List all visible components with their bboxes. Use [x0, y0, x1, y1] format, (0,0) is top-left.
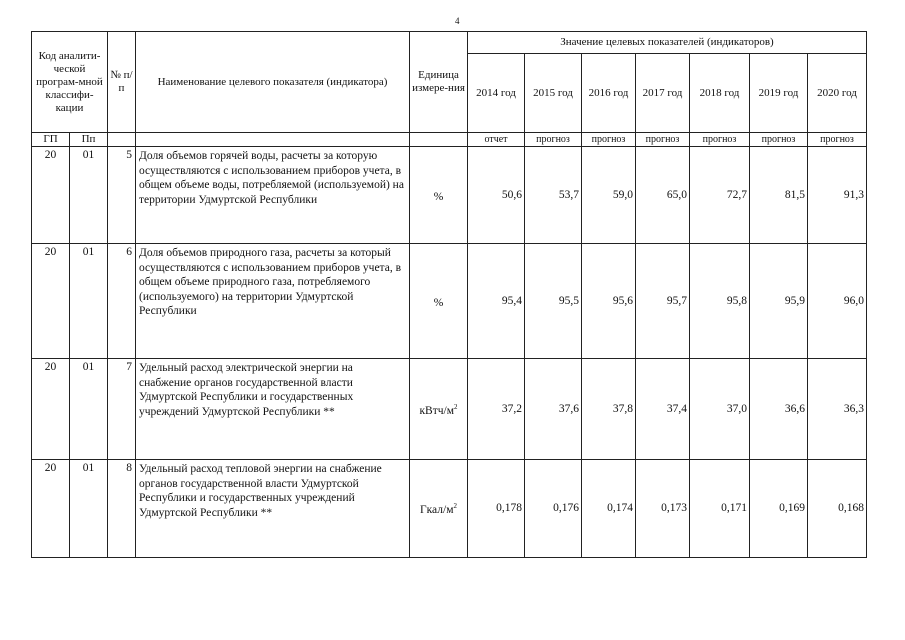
table-row: [32, 359, 867, 460]
row-number: 7: [108, 359, 136, 460]
value-cell: 95,5: [525, 244, 582, 359]
indicators-table: [31, 31, 867, 558]
year-header: 2020 год: [808, 54, 867, 133]
values-header: Значение целевых показателей (индикаторов): [468, 32, 867, 54]
unit-cell: [410, 460, 468, 558]
unit-text: кВтч/м: [419, 404, 455, 417]
value-cell: 95,6: [582, 244, 636, 359]
pp-code: 01: [70, 460, 108, 558]
year-header: 2014 год: [468, 54, 525, 133]
name-subheader: [136, 133, 410, 147]
unit-text: Гкал/м: [420, 503, 454, 516]
value-cell: 95,8: [690, 244, 750, 359]
value-cell: 59,0: [582, 147, 636, 244]
page-number: 4: [455, 16, 460, 26]
indicator-name: Удельный расход тепловой энергии на снабжение органов государственной власти Удмуртской Республики и государственных учреждений Удмуртской Республики **: [136, 460, 410, 558]
value-cell: 0,176: [525, 460, 582, 558]
year-header: 2016 год: [582, 54, 636, 133]
value-cell: 96,0: [808, 244, 867, 359]
value-kind-header: прогноз: [808, 133, 867, 147]
year-header: 2017 год: [636, 54, 690, 133]
year-header: 2019 год: [750, 54, 808, 133]
indicator-name: Удельный расход электрической энергии на снабжение органов государственной власти Удмуртской Республики и государственных учреждений Удмуртской Республики **: [136, 359, 410, 460]
unit-cell: [410, 147, 468, 244]
num-header: № п/п: [108, 32, 136, 133]
table-row: [32, 460, 867, 558]
value-cell: 37,0: [690, 359, 750, 460]
pp-code: 01: [70, 359, 108, 460]
value-cell: 91,3: [808, 147, 867, 244]
name-header: Наименование целевого показателя (индикатора): [136, 32, 410, 133]
value-cell: 37,6: [525, 359, 582, 460]
value-cell: 50,6: [468, 147, 525, 244]
value-cell: 0,173: [636, 460, 690, 558]
row-number: 8: [108, 460, 136, 558]
value-cell: 65,0: [636, 147, 690, 244]
value-cell: 37,2: [468, 359, 525, 460]
value-kind-header: прогноз: [636, 133, 690, 147]
pp-code: 01: [70, 244, 108, 359]
unit-subheader: [410, 133, 468, 147]
value-kind-header: прогноз: [750, 133, 808, 147]
pp-header: Пп: [70, 133, 108, 147]
value-cell: 36,3: [808, 359, 867, 460]
unit-superscript: 2: [454, 402, 458, 411]
value-kind-header: прогноз: [525, 133, 582, 147]
value-kind-header: прогноз: [582, 133, 636, 147]
value-kind-header: прогноз: [690, 133, 750, 147]
gp-code: 20: [32, 244, 70, 359]
value-cell: 81,5: [750, 147, 808, 244]
value-cell: 0,168: [808, 460, 867, 558]
table-row: [32, 244, 867, 359]
unit-text: %: [433, 296, 444, 309]
gp-header: ГП: [32, 133, 70, 147]
value-cell: 36,6: [750, 359, 808, 460]
row-number: 5: [108, 147, 136, 244]
gp-code: 20: [32, 359, 70, 460]
value-cell: 37,4: [636, 359, 690, 460]
value-cell: 95,9: [750, 244, 808, 359]
value-cell: 72,7: [690, 147, 750, 244]
value-cell: 0,178: [468, 460, 525, 558]
value-cell: 0,171: [690, 460, 750, 558]
table-row: [32, 147, 867, 244]
unit-cell: [410, 359, 468, 460]
num-subheader: [108, 133, 136, 147]
unit-cell: [410, 244, 468, 359]
value-kind-header: отчет: [468, 133, 525, 147]
value-cell: 0,169: [750, 460, 808, 558]
code-header: Код аналити-ческой програм-мной классифи-кации: [32, 32, 108, 133]
value-cell: 95,7: [636, 244, 690, 359]
gp-code: 20: [32, 147, 70, 244]
unit-header: Единица измере-ния: [410, 32, 468, 133]
pp-code: 01: [70, 147, 108, 244]
value-cell: 95,4: [468, 244, 525, 359]
year-header: 2018 год: [690, 54, 750, 133]
gp-code: 20: [32, 460, 70, 558]
value-cell: 37,8: [582, 359, 636, 460]
indicator-name: Доля объемов горячей воды, расчеты за которую осуществляются с использованием приборов учета, в общем объеме воды, потребляемой (используемой) на территории Удмуртской Республики: [136, 147, 410, 244]
unit-superscript: 2: [453, 502, 457, 511]
indicator-name: Доля объемов природного газа, расчеты за который осуществляются с использованием приборов учета, в общем объеме природного газа, потребляемого (используемого) на территории Удмуртской Республики: [136, 244, 410, 359]
value-cell: 0,174: [582, 460, 636, 558]
row-number: 6: [108, 244, 136, 359]
unit-text: %: [433, 190, 444, 203]
year-header: 2015 год: [525, 54, 582, 133]
value-cell: 53,7: [525, 147, 582, 244]
